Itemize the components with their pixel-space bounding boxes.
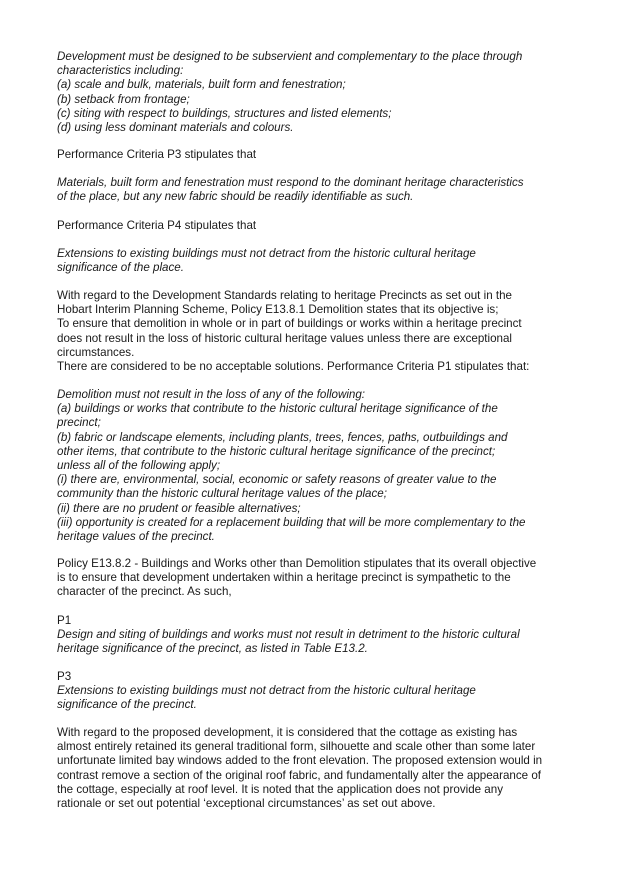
- text-line: community than the historic cultural heritage values of the place;: [57, 487, 387, 501]
- text-line: unless all of the following apply;: [57, 459, 221, 473]
- text-line: unfortunate limited bay windows added to the front elevation. The proposed extension would in: [57, 754, 543, 768]
- p3-heading: [57, 670, 567, 684]
- text-line: Performance Criteria P3 stipulates that: [57, 148, 257, 161]
- text-line: the cottage, especially at roof level. It is noted that the application does not provide any: [57, 782, 503, 796]
- text-line: heritage values of the precinct.: [57, 530, 215, 544]
- text-line: Materials, built form and fenestration must respond to the dominant heritage characteristics: [57, 176, 524, 189]
- text-line: (b) setback from frontage;: [57, 92, 190, 106]
- text-line: (ii) there are no prudent or feasible alternatives;: [57, 501, 301, 515]
- text-line: (b) fabric or landscape elements, including plants, trees, fences, paths, outbuildings and: [57, 430, 508, 444]
- text-line: Extensions to existing buildings must not detract from the historic cultural heritage: [57, 684, 476, 697]
- text-line: (d) using less dominant materials and colours.: [57, 121, 294, 135]
- p3-quote-paragraph: [57, 176, 567, 204]
- text-line: heritage significance of the precinct, as listed in Table E13.2.: [57, 642, 368, 656]
- text-line: P3: [57, 670, 72, 683]
- text-line: (i) there are, environmental, social, economic or safety reasons of greater value to the: [57, 473, 497, 487]
- text-line: Development must be designed to be subservient and complementary to the place through: [57, 50, 523, 63]
- p3-intro-paragraph: [57, 148, 567, 162]
- text-line: precinct;: [57, 416, 101, 430]
- text-line: (a) scale and bulk, materials, built form and fenestration;: [57, 78, 346, 92]
- text-line: With regard to the Development Standards relating to heritage Precincts as set out in the: [57, 289, 512, 302]
- text-line: Hobart Interim Planning Scheme, Policy E13.8.1 Demolition states that its objective is;: [57, 303, 499, 317]
- text-line: (c) siting with respect to buildings, structures and listed elements;: [57, 106, 392, 120]
- demolition-criteria-paragraph: [57, 388, 567, 544]
- text-line: almost entirely retained its general traditional form, silhouette and scale other than some later: [57, 740, 536, 754]
- text-line: P1: [57, 614, 72, 627]
- assessment-paragraph: [57, 726, 567, 811]
- text-line: (a) buildings or works that contribute to the historic cultural heritage significance of the: [57, 402, 498, 416]
- text-line: contrast remove a section of the original roof fabric, and fundamentally alter the appearance of: [57, 768, 541, 782]
- heritage-criteria-paragraph: [57, 50, 567, 135]
- text-line: Design and siting of buildings and works must not result in detriment to the historic cultural: [57, 628, 520, 641]
- p1-quote-paragraph: [57, 628, 567, 656]
- text-line: Extensions to existing buildings must not detract from the historic cultural heritage: [57, 247, 476, 260]
- text-line: rationale or set out potential ‘exceptional circumstances’ as set out above.: [57, 797, 436, 811]
- text-line: There are considered to be no acceptable solutions. Performance Criteria P1 stipulates that:: [57, 360, 530, 374]
- text-line: characteristics including:: [57, 64, 184, 78]
- text-line: Performance Criteria P4 stipulates that: [57, 219, 257, 232]
- text-line: is to ensure that development undertaken within a heritage precinct is sympathetic to the: [57, 571, 511, 585]
- text-line: other items, that contribute to the historic cultural heritage significance of the precinct;: [57, 444, 496, 458]
- text-line: With regard to the proposed development, it is considered that the cottage as existing has: [57, 726, 518, 739]
- text-line: To ensure that demolition in whole or in part of buildings or works within a heritage precinct: [57, 317, 522, 331]
- demolition-policy-paragraph: [57, 289, 567, 374]
- text-line: character of the precinct. As such,: [57, 585, 232, 599]
- p3-extension-quote-paragraph: [57, 684, 567, 712]
- text-line: significance of the precinct.: [57, 698, 197, 712]
- buildings-works-policy-paragraph: [57, 557, 567, 600]
- p4-intro-paragraph: [57, 219, 567, 233]
- text-line: (iii) opportunity is created for a replacement building that will be more complementary to the: [57, 515, 526, 529]
- text-line: of the place, but any new fabric should be readily identifiable as such.: [57, 190, 414, 204]
- p1-heading: [57, 614, 567, 628]
- text-line: Demolition must not result in the loss of any of the following:: [57, 388, 366, 401]
- text-line: does not result in the loss of historic cultural heritage values unless there are exceptional: [57, 331, 512, 345]
- p4-quote-paragraph: [57, 247, 567, 275]
- text-line: significance of the place.: [57, 261, 184, 275]
- text-line: Policy E13.8.2 - Buildings and Works other than Demolition stipulates that its overall objective: [57, 557, 537, 570]
- text-line: circumstances.: [57, 345, 135, 359]
